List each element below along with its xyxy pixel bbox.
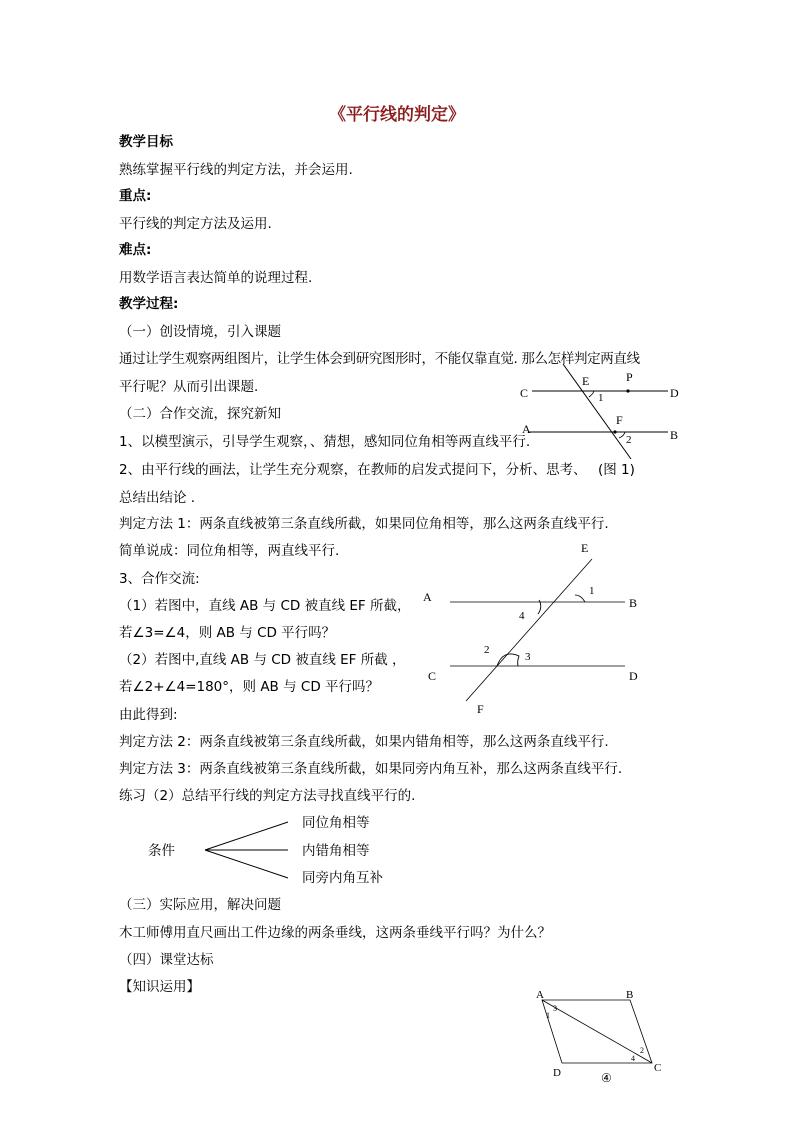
figure2-transversal-diagram: [415, 535, 655, 720]
fig2-angle2-3-arc: [497, 654, 519, 666]
method1-short: 简单说成：同位角相等，两直线平行.: [119, 543, 340, 559]
item3-text: 3、合作交流:: [119, 571, 200, 587]
fig1-label-e: E: [582, 374, 590, 388]
tree-branch-interior: 同旁内角互补: [302, 870, 383, 886]
fig2-label-4: 4: [519, 610, 525, 622]
tree-branch-corresponding: 同位角相等: [302, 815, 370, 831]
section1-line2: 平行呢？从而引出课题.: [119, 379, 259, 395]
fig1-angle1-arc: [589, 391, 594, 397]
objectives-heading: 教学目标: [119, 134, 173, 150]
difficulty-text: 用数学语言表达简单的说理过程.: [119, 270, 313, 286]
tree-branch-alternate: 内错角相等: [302, 843, 370, 859]
fig2-transversal-ef: [466, 559, 592, 701]
question1-line2: 若∠3=∠4，则 AB 与 CD 平行吗？: [119, 625, 336, 641]
fig1-transversal: [563, 364, 631, 459]
method2-text: 判定方法 2：两条直线被第三条直线所截，如果内错角相等，那么这两条直线平行.: [119, 734, 609, 750]
fig3-label-4: 4: [631, 1054, 635, 1063]
key-text: 平行线的判定方法及运用.: [119, 216, 272, 232]
fig3-label-b: B: [626, 989, 634, 1001]
fig3-label-a: A: [536, 989, 544, 1001]
conclusion-lead: 由此得到:: [119, 707, 178, 723]
fig1-angle2-arc: [619, 432, 625, 438]
fig3-label-c: C: [654, 1062, 662, 1074]
fig1-label-b: B: [670, 428, 679, 442]
fig2-label-e: E: [581, 541, 589, 555]
fig3-diagonal-ac: [542, 1000, 652, 1063]
section2-title: （二）合作交流，探究新知: [119, 406, 281, 422]
fig3-label-3: 3: [553, 1004, 557, 1013]
tree-branches: [200, 810, 300, 890]
item1-text: 1、以模型演示，引导学生观察，、猜想，感知同位角相等两直线平行.: [119, 434, 531, 450]
key-heading: 重点:: [119, 188, 152, 204]
page-title: 《平行线的判定》: [329, 105, 465, 125]
fig3-label-2: 2: [640, 1046, 644, 1055]
fig3-caption: ④: [601, 1071, 612, 1085]
fig1-label-c: C: [520, 386, 529, 400]
section3-text: 木工师傅用直尺画出工件边缘的两条垂线，这两条垂线平行吗？为什么？: [119, 925, 551, 941]
objectives-text: 熟练掌握平行线的判定方法，并会运用.: [119, 162, 353, 178]
fig2-label-2: 2: [484, 644, 490, 656]
practice2-text: 练习（2）总结平行线的判定方法寻找直线平行的.: [119, 788, 416, 804]
fig2-angle1-arc: [575, 595, 585, 602]
fig1-label-d: D: [670, 386, 679, 400]
question2-line1: （2）若图中,直线 AB 与 CD 被直线 EF 所截 ，: [119, 652, 406, 668]
fig3-label-d: D: [553, 1067, 561, 1079]
fig2-label-3: 3: [525, 651, 531, 663]
fig1-point-f: [613, 430, 616, 433]
section1-line1: 通过让学生观察两组图片，让学生体会到研究图形时，不能仅靠直觉. 那么怎样判定两直线: [119, 351, 640, 367]
tree-root: 条件: [148, 843, 175, 859]
difficulty-heading: 难点:: [119, 242, 152, 258]
item2-line2: 总结出结论 .: [119, 490, 196, 506]
fig1-label-f: F: [616, 413, 623, 427]
question1-line1: （1）若图中，直线 AB 与 CD 被直线 EF 所截，: [119, 598, 411, 614]
section3-title: （三）实际应用，解决问题: [119, 897, 281, 913]
fig2-label-b: B: [629, 596, 638, 610]
fig1-label-1: 1: [598, 392, 604, 404]
fig2-label-a: A: [423, 590, 432, 604]
fig2-label-1: 1: [589, 585, 595, 597]
fig2-label-c: C: [428, 669, 437, 683]
fig2-label-f: F: [477, 702, 484, 716]
figure1-reference: (图 1): [598, 462, 635, 478]
figure1-parallel-lines: [510, 360, 690, 460]
knowledge-heading: 【知识运用】: [119, 979, 200, 995]
process-heading: 教学过程:: [119, 296, 179, 312]
fig1-label-a: A: [522, 422, 531, 436]
fig2-label-d: D: [629, 669, 638, 683]
item2-line1: 2、由平行线的画法，让学生充分观察，在教师的启发式提问下，分析、思考、: [119, 462, 587, 478]
fig1-label-2: 2: [626, 434, 632, 446]
question2-line2: 若∠2+∠4=180°，则 AB 与 CD 平行吗？: [119, 679, 380, 695]
section4-title: （四）课堂达标: [119, 952, 214, 968]
fig1-point-p: [626, 389, 629, 392]
method1-text: 判定方法 1：两条直线被第三条直线所截，如果同位角相等，那么这两条直线平行.: [119, 516, 609, 532]
section1-title: （一）创设情境，引入课题: [119, 324, 281, 340]
method3-text: 判定方法 3：两条直线被第三条直线所截，如果同旁内角互补，那么这两条直线平行.: [119, 761, 623, 777]
figure3-quadrilateral: [525, 985, 675, 1085]
fig1-label-p: P: [626, 370, 633, 384]
fig3-label-1: 1: [546, 1011, 550, 1020]
